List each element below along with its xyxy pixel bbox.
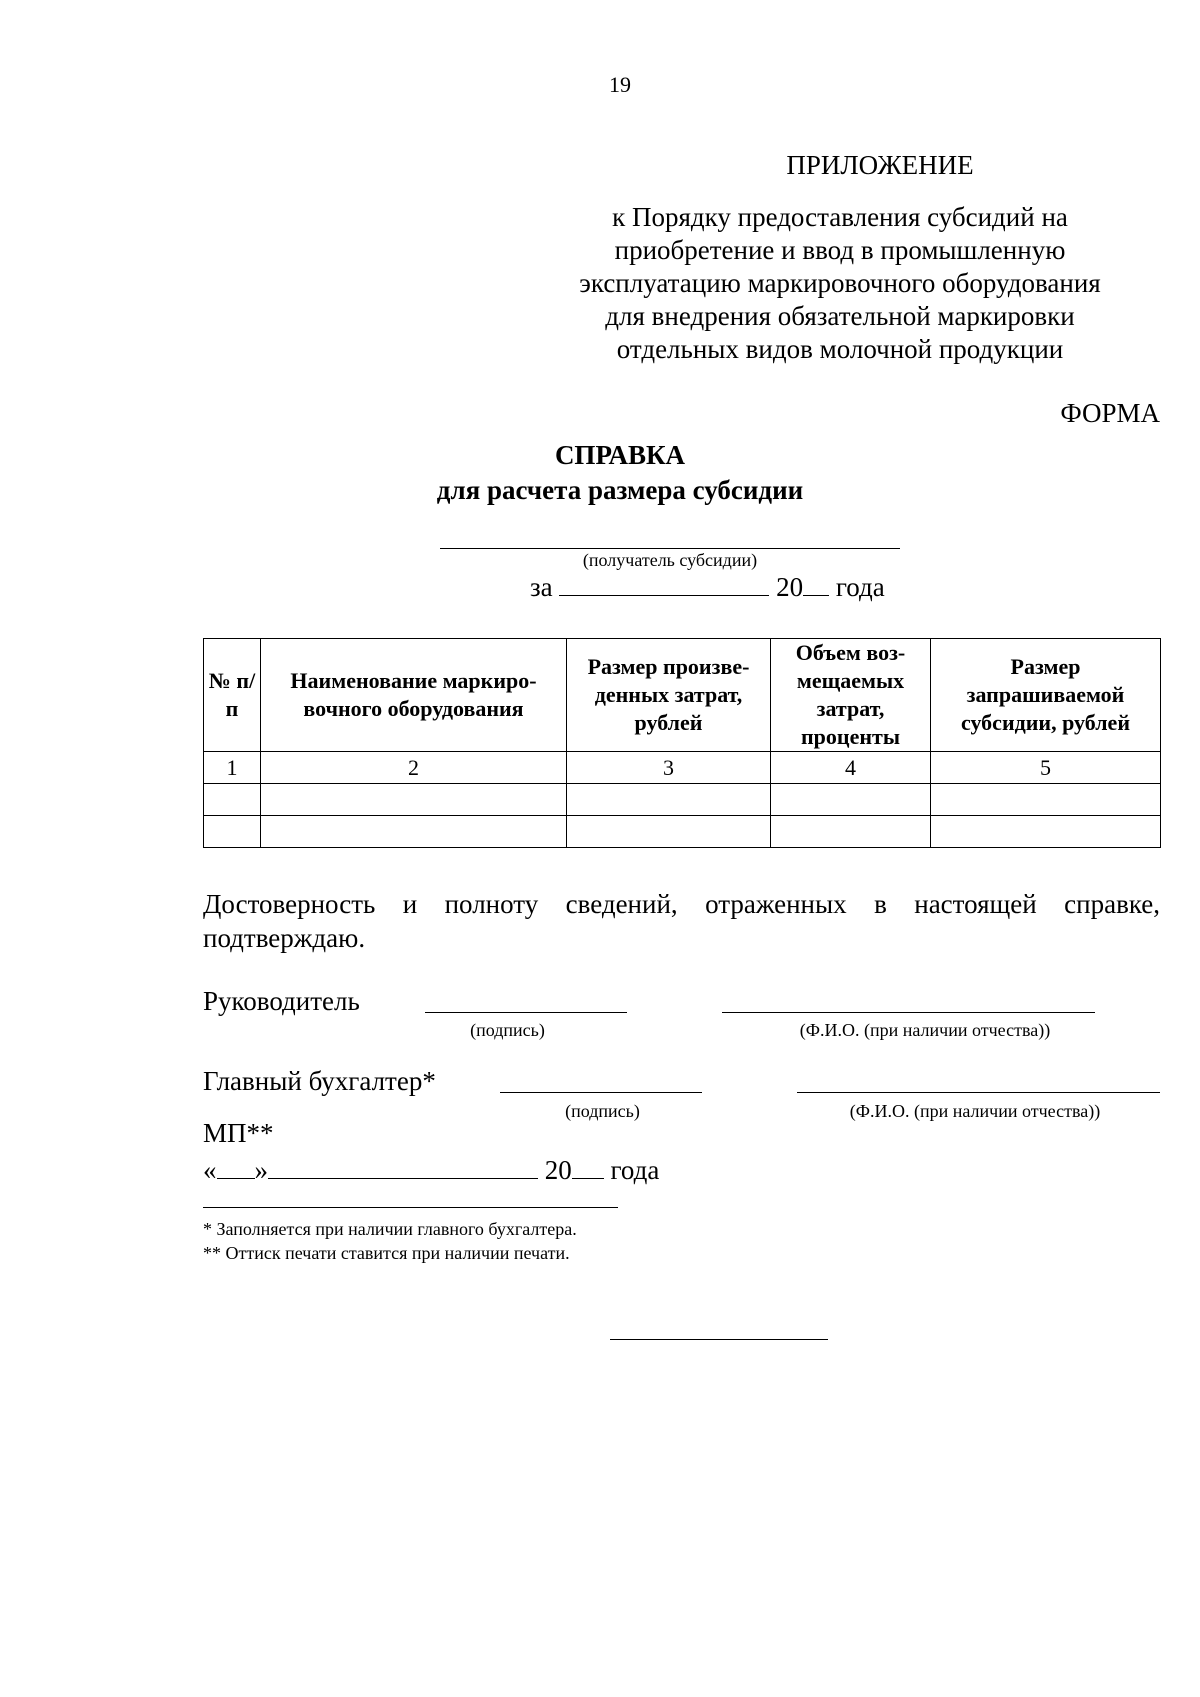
accountant-name-line[interactable] xyxy=(797,1092,1160,1093)
annex-line: приобретение и ввод в промышленную xyxy=(614,235,1066,265)
footnote-accountant: * Заполняется при наличии главного бухгалтера. xyxy=(203,1219,577,1239)
table-cell[interactable] xyxy=(261,784,567,816)
table-row xyxy=(204,816,1161,848)
table-cell[interactable] xyxy=(567,784,771,816)
table-cell[interactable] xyxy=(204,784,261,816)
accountant-signature-caption: (подпись) xyxy=(565,1101,640,1121)
head-signature-line[interactable] xyxy=(425,1012,627,1013)
period-blank[interactable] xyxy=(559,573,769,596)
column-number: 1 xyxy=(204,752,261,784)
footnote-stamp: ** Оттиск печати ставится при наличии печати. xyxy=(203,1243,570,1263)
header-number: № п/п xyxy=(204,639,261,752)
table-header-row xyxy=(204,639,1161,752)
date-suffix: года xyxy=(610,1155,660,1185)
date-year-prefix: 20 xyxy=(544,1155,572,1185)
document-title: СПРАВКА xyxy=(554,440,686,470)
annex-title: ПРИЛОЖЕНИЕ xyxy=(786,150,974,180)
date-row xyxy=(203,1155,659,1186)
header-equipment-name: Наименование маркиро-вочного оборудования xyxy=(261,639,567,752)
head-name-line[interactable] xyxy=(722,1012,1095,1013)
date-month-blank[interactable] xyxy=(268,1156,538,1179)
recipient-line[interactable] xyxy=(440,548,900,549)
table-cell[interactable] xyxy=(567,816,771,848)
table-cell[interactable] xyxy=(931,784,1161,816)
table-cell[interactable] xyxy=(204,816,261,848)
stamp-label: МП** xyxy=(203,1118,274,1148)
column-number: 5 xyxy=(931,752,1161,784)
annex-line: для внедрения обязательной маркировки xyxy=(605,301,1075,331)
head-label: Руководитель xyxy=(203,986,360,1016)
annex-line: отдельных видов молочной продукции xyxy=(616,334,1064,364)
table-cell[interactable] xyxy=(771,784,931,816)
date-year-blank[interactable] xyxy=(572,1156,604,1179)
head-name-caption: (Ф.И.О. (при наличии отчества)) xyxy=(799,1020,1051,1040)
table-cell[interactable] xyxy=(771,816,931,848)
date-open-quote: « xyxy=(203,1155,217,1185)
end-divider xyxy=(610,1339,828,1340)
annex-line: эксплуатацию маркировочного оборудования xyxy=(579,268,1101,298)
head-signature-caption: (подпись) xyxy=(470,1020,545,1040)
document-subtitle: для расчета размера субсидии xyxy=(436,475,804,505)
header-costs: Размер произве-денных затрат, рублей xyxy=(567,639,771,752)
recipient-caption: (получатель субсидии) xyxy=(582,550,758,570)
table-row xyxy=(204,784,1161,816)
accountant-label: Главный бухгалтер* xyxy=(203,1066,436,1096)
accountant-signature-line[interactable] xyxy=(500,1092,702,1093)
page-number: 19 xyxy=(609,72,631,97)
footnote-divider xyxy=(203,1207,618,1208)
table-cell[interactable] xyxy=(931,816,1161,848)
column-number: 2 xyxy=(261,752,567,784)
header-subsidy-amount: Размер запрашиваемой субсидии, рублей xyxy=(931,639,1161,752)
column-number: 3 xyxy=(567,752,771,784)
period-prefix: за xyxy=(530,572,553,602)
period-suffix: года xyxy=(835,572,885,602)
table-cell[interactable] xyxy=(261,816,567,848)
annex-line: к Порядку предоставления субсидий на xyxy=(612,202,1068,232)
confirmation-text: Достоверность и полноту сведений, отраженных в настоящей справке, подтверждаю. xyxy=(203,889,1160,953)
calculation-table xyxy=(203,638,1161,848)
period-year-blank[interactable] xyxy=(803,573,829,596)
date-day-blank[interactable] xyxy=(217,1156,255,1179)
header-reimbursement-percent: Объем воз-мещаемых затрат, проценты xyxy=(771,639,931,752)
date-close-quote: » xyxy=(254,1155,268,1185)
annex-text xyxy=(520,201,1160,366)
column-number: 4 xyxy=(771,752,931,784)
accountant-name-caption: (Ф.И.О. (при наличии отчества)) xyxy=(849,1101,1101,1121)
form-label: ФОРМА xyxy=(1060,398,1160,428)
period-year-prefix: 20 xyxy=(776,572,804,602)
period-row xyxy=(530,572,885,603)
column-numbers-row xyxy=(204,752,1161,784)
